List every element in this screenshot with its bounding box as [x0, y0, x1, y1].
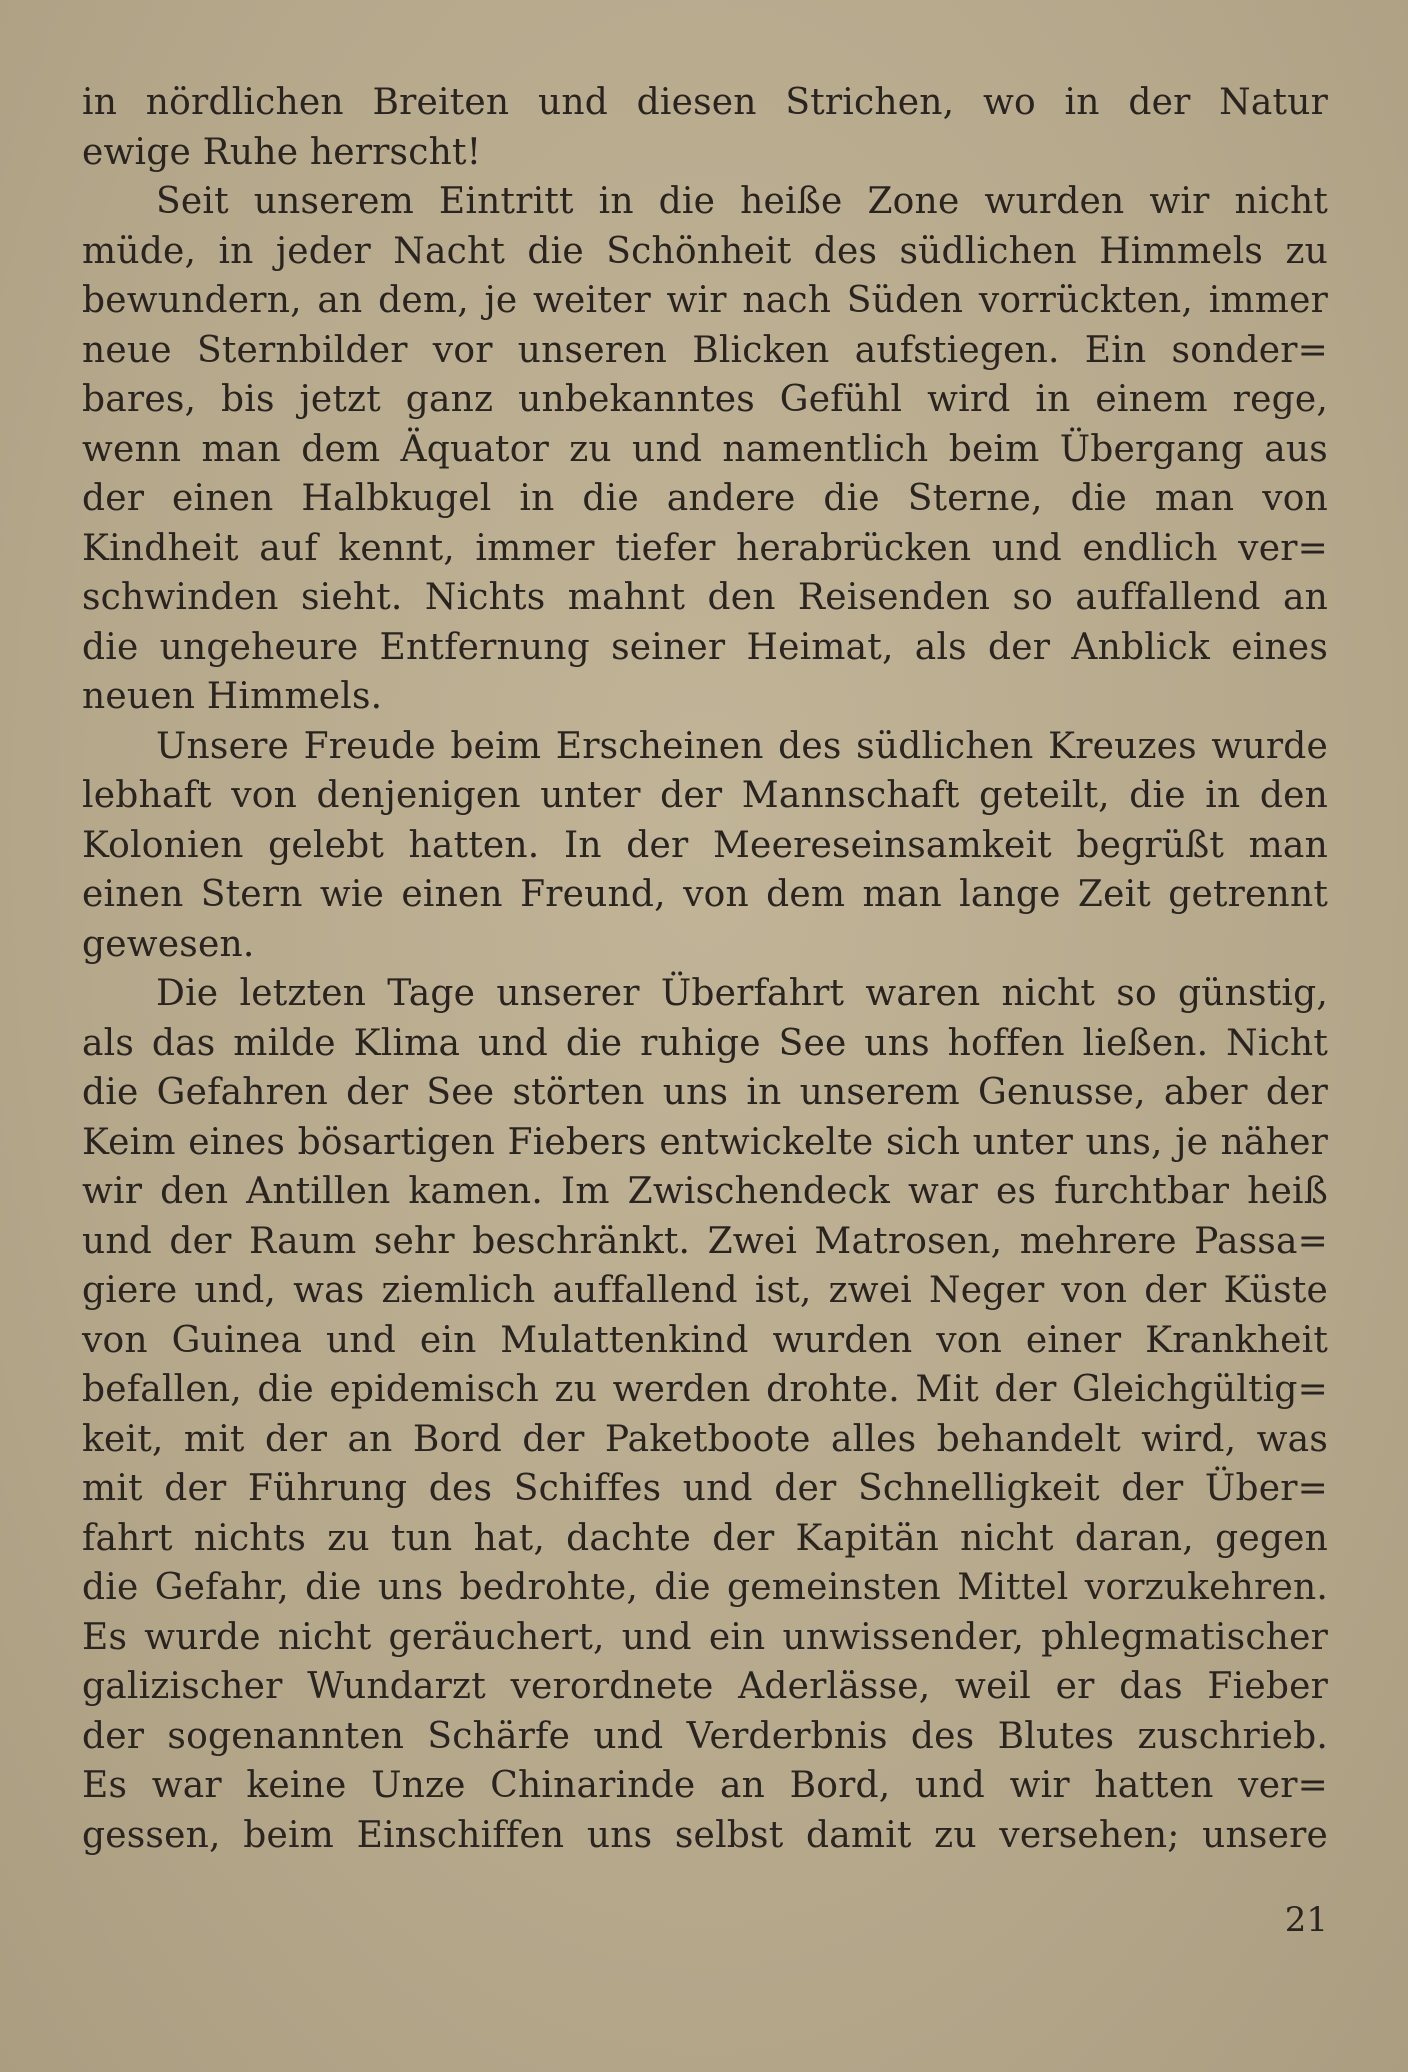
text-line: in nördlichen Breiten und diesen Strichen, wo in der Natur: [82, 82, 1328, 123]
text-line: befallen, die epidemisch zu werden drohte. Mit der Gleichgültig=: [82, 1369, 1328, 1410]
text-line: neuen Himmels.: [82, 676, 383, 717]
text-line: wir den Antillen kamen. Im Zwischendeck war es furchtbar heiß: [82, 1171, 1328, 1212]
text-line: als das milde Klima und die ruhige See uns hoffen ließen. Nicht: [82, 1022, 1328, 1064]
text-line: Kindheit auf kennt, immer tiefer herabrücken und endlich ver=: [82, 527, 1328, 569]
text-line: mit der Führung des Schiffes und der Schnelligkeit der Über=: [82, 1468, 1328, 1509]
text-line: bares, bis jetzt ganz unbekanntes Gefühl wird in einem rege,: [82, 379, 1328, 420]
text-line: bewundern, an dem, je weiter wir nach Süden vorrückten, immer: [82, 280, 1328, 321]
text-line: Kolonien gelebt hatten. In der Meereseinsamkeit begrüßt man: [82, 824, 1328, 866]
text-line: Es wurde nicht geräuchert, und ein unwissender, phlegmatischer: [82, 1616, 1328, 1658]
text-line: neue Sternbilder vor unseren Blicken aufstiegen. Ein sonder=: [82, 329, 1328, 371]
text-line: müde, in jeder Nacht die Schönheit des südlichen Himmels zu: [82, 230, 1328, 272]
text-line: und der Raum sehr beschränkt. Zwei Matrosen, mehrere Passa=: [82, 1220, 1328, 1262]
text-line: von Guinea und ein Mulattenkind wurden von einer Krankheit: [82, 1319, 1328, 1361]
text-line: Keim eines bösartigen Fiebers entwickelte sich unter uns, je näher: [82, 1121, 1328, 1163]
text-line: keit, mit der an Bord der Paketboote alles behandelt wird, was: [82, 1418, 1328, 1460]
text-line: fahrt nichts zu tun hat, dachte der Kapitän nicht daran, gegen: [82, 1517, 1328, 1559]
text-line: lebhaft von denjenigen unter der Mannschaft geteilt, die in den: [82, 775, 1328, 816]
text-line: der sogenannten Schärfe und Verderbnis des Blutes zuschrieb.: [82, 1715, 1328, 1757]
text-line: schwinden sieht. Nichts mahnt den Reisenden so auffallend an: [82, 577, 1328, 618]
book-page-text: [82, 78, 1328, 1860]
text-line: gessen, beim Einschiffen uns selbst damit zu versehen; unsere: [82, 1814, 1328, 1856]
text-line: galizischer Wundarzt verordnete Aderlässe, weil er das Fieber: [82, 1666, 1328, 1707]
text-line: gewesen.: [82, 923, 255, 965]
text-line: Die letzten Tage unserer Überfahrt waren nicht so günstig,: [156, 973, 1328, 1014]
text-line: giere und, was ziemlich auffallend ist, zwei Neger von der Küste: [82, 1270, 1328, 1311]
text-line: ewige Ruhe herrscht!: [82, 131, 482, 173]
text-line: Unsere Freude beim Erscheinen des südlichen Kreuzes wurde: [156, 725, 1328, 767]
text-line: der einen Halbkugel in die andere die Sterne, die man von: [82, 478, 1328, 519]
text-line: die Gefahren der See störten uns in unserem Genusse, aber der: [82, 1072, 1328, 1113]
page-number: 21: [1284, 1900, 1328, 1940]
text-line: einen Stern wie einen Freund, von dem man lange Zeit getrennt: [82, 874, 1328, 915]
text-line: die ungeheure Entfernung seiner Heimat, als der Anblick eines: [82, 626, 1328, 668]
text-line: Seit unserem Eintritt in die heiße Zone wurden wir nicht: [156, 181, 1328, 222]
text-line: wenn man dem Äquator zu und namentlich beim Übergang aus: [82, 428, 1328, 470]
text-line: die Gefahr, die uns bedrohte, die gemeinsten Mittel vorzukehren.: [82, 1567, 1328, 1608]
text-line: Es war keine Unze Chinarinde an Bord, und wir hatten ver=: [82, 1765, 1328, 1806]
